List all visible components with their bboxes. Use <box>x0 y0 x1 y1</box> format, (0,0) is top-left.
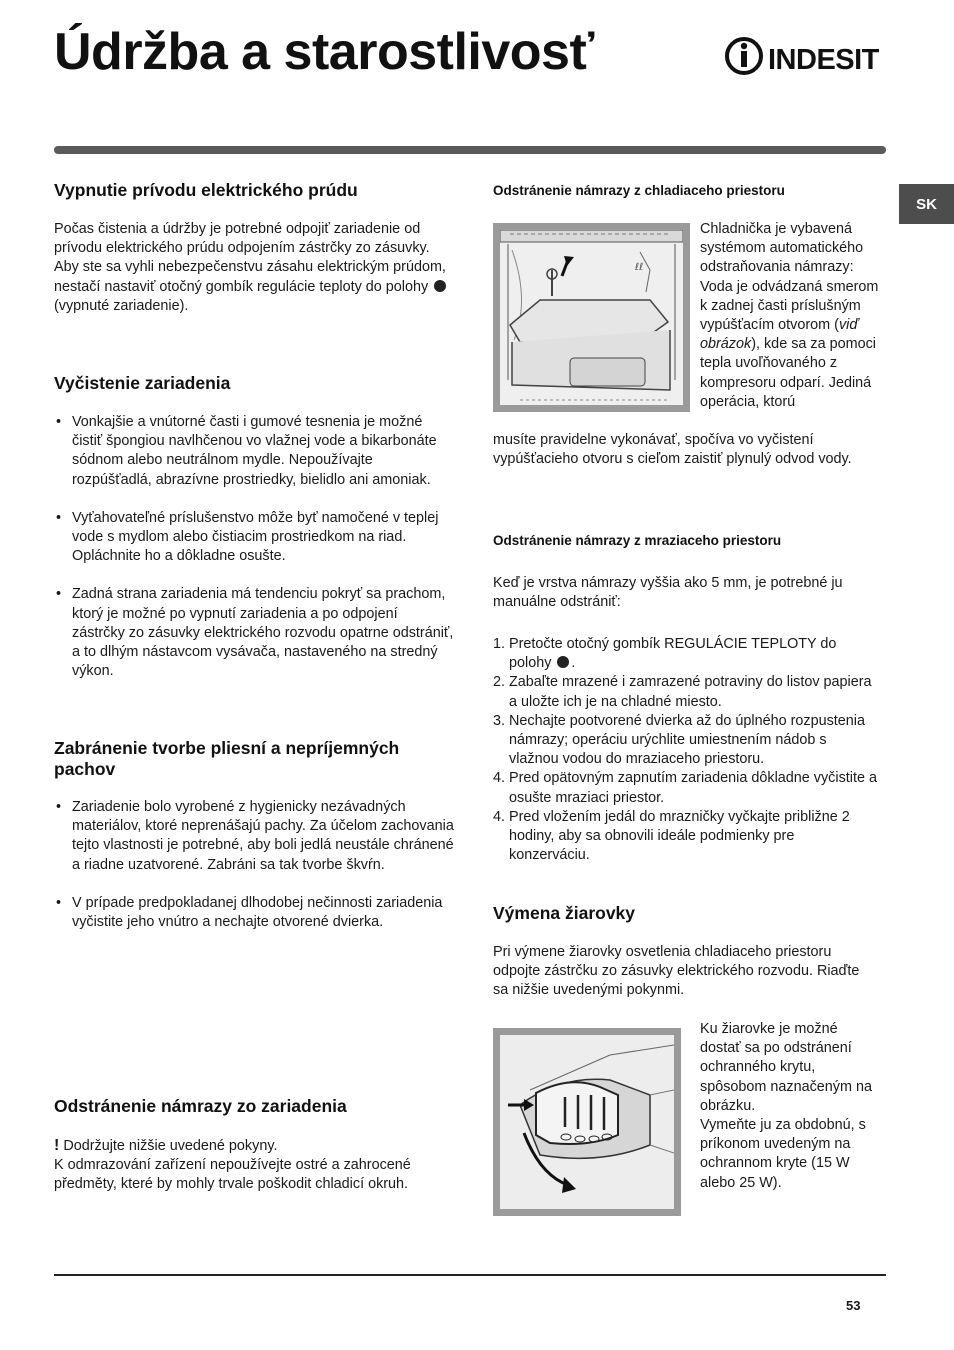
page-number: 53 <box>846 1298 861 1313</box>
off-position-dot-icon <box>557 656 569 668</box>
list-item: • Vonkajšie a vnútorné časti i gumové tesnenia je možné čistiť špongiou navlhčenou vo vlažnej vode a bikarbonáte sódnom alebo neutrálnom mydle. Nepoužívajte rozpúšťadlá, abrazívne prostriedky, bielidlo ani amoniak. <box>54 413 454 490</box>
list-item: • Zariadenie bolo vyrobené z hygienicky nezávadných materiálov, ktoré neprenášajú pachy. Za účelom zachovania tejto vlastnosti je potrebné, aby boli jedlá neustále chránené a riadne uzatvorené. Zabráni sa tak tvorbe škvŕn. <box>54 798 454 875</box>
paragraph: Chladnička je vybavená systémom automatického odstraňovania námrazy: Voda je odvádzaná smerom k zadnej časti príslušným vypúšťacím otvorom (viď obrázok), kde sa za pomoci tepla uvoľňovaného z kompresoru odparí. Jediná operácia, ktorú <box>700 221 879 410</box>
step-item: 1. Pretočte otočný gombík REGULÁCIE TEPLOTY do polohy . <box>493 636 837 672</box>
paragraph: musíte pravidelne vykonávať, spočíva vo vyčistení vypúšťacieho otvoru s cieľom zaistiť plynulý odvod vody. <box>493 432 852 468</box>
section-heading: Odstránenie námrazy zo zariadenia <box>54 1096 347 1116</box>
mould-list <box>54 798 454 932</box>
section-heading: Zabránenie tvorbe pliesní a nepríjemných pachov <box>54 738 400 779</box>
bulb-cover-drawing <box>500 1035 674 1209</box>
section-heading: Odstránenie námrazy z chladiaceho priestoru <box>493 183 785 198</box>
paragraph: Keď je vrstva námrazy vyššia ako 5 mm, je potrebné ju manuálne odstrániť: <box>493 575 843 611</box>
step-item: 3. Nechajte pootvorené dvierka až do úplného rozpustenia námrazy; operáciu urýchlite umiestnením nádob s vlažnou vodou do mraziaceho priestoru. <box>493 712 866 768</box>
paragraph: Ku žiarovke je možné dostať sa po odstránení ochranného krytu, spôsobom naznačeným na obrázku. <box>700 1021 872 1114</box>
fridge-interior-drawing <box>500 230 683 405</box>
defrost-steps <box>493 635 878 865</box>
list-item: • Zadná strana zariadenia má tendenciu pokryť sa prachom, ktorý je možné po vypnutí zariadenia a po odpojení zástrčky zo zásuvky elektrického rozvodu opatrne odstrániť, a to dlhým nástavcom vysávača, nastaveného na stredný výkon. <box>54 585 454 681</box>
warning-line: ! Dodržujte nižšie uvedené pokyny. <box>54 1137 278 1154</box>
warning-icon: ! <box>54 1137 60 1154</box>
bulb-cover-illustration <box>493 1028 681 1216</box>
page-title: Údržba a starostlivosť <box>54 23 594 81</box>
paragraph: Pri výmene žiarovky osvetlenia chladiaceho priestoru odpojte zástrčku zo zásuvky elektrického rozvodu. Riaďte sa nižšie uvedenými pokynmi. <box>493 944 860 999</box>
step-item: 2. Zabaľte mrazené i zamrazené potraviny do listov papiera a uložte ich je na chladné miesto. <box>493 674 872 710</box>
brand-wordmark: INDESIT <box>768 44 879 76</box>
brand-mark-icon <box>724 34 886 78</box>
indesit-logo <box>724 34 886 78</box>
off-position-dot-icon <box>434 280 446 292</box>
step-item: 4. Pred opätovným zapnutím zariadenia dôkladne vyčistite a osušte mraziaci priestor. <box>493 770 877 806</box>
paragraph: Vymeňte ju za obdobnú, s príkonom uvedeným na ochrannom kryte (15 W alebo 25 W). <box>700 1117 866 1191</box>
paragraph: K odmrazování zařízení nepoužívejte ostré a zahrocené předměty, které by mohly trvale poškodit chladicí okruh. <box>54 1157 411 1193</box>
section-heading: Odstránenie námrazy z mraziaceho priestoru <box>493 533 782 548</box>
header-rule <box>54 146 886 154</box>
section-heading: Výmena žiarovky <box>493 903 636 923</box>
section-heading: Vypnutie prívodu elektrického prúdu <box>54 180 358 200</box>
list-item: • V prípade predpokladanej dlhodobej nečinnosti zariadenia vyčistite jeho vnútro a nechajte otvorené dvierka. <box>54 894 454 932</box>
fridge-drain-illustration <box>493 223 690 412</box>
footer-rule <box>54 1274 886 1276</box>
step-item: 4. Pred vložením jedál do mrazničky vyčkajte približne 2 hodiny, aby sa obnovili ideále podmienky pre konzerváciu. <box>493 808 850 864</box>
list-item: • Vyťahovateľné príslušenstvo môže byť namočené v teplej vode s mydlom alebo čistiacim prostriedkom na riad. Opláchnite ho a dôkladne osušte. <box>54 509 454 567</box>
language-tab: SK <box>899 184 954 224</box>
paragraph: Počas čistenia a údržby je potrebné odpojiť zariadenie od prívodu elektrického prúdu odpojením zástrčky zo zásuvky. <box>54 221 430 257</box>
section-heading: Vyčistenie zariadenia <box>54 373 231 393</box>
svg-text:ℓℓ: ℓℓ <box>635 262 644 273</box>
cleaning-list <box>54 413 454 681</box>
paragraph: Aby ste sa vyhli nebezpečenstvu zásahu elektrickým prúdom, nestačí nastaviť otočný gombík regulácie teploty do polohy (vypnuté zariadenie). <box>54 259 446 314</box>
